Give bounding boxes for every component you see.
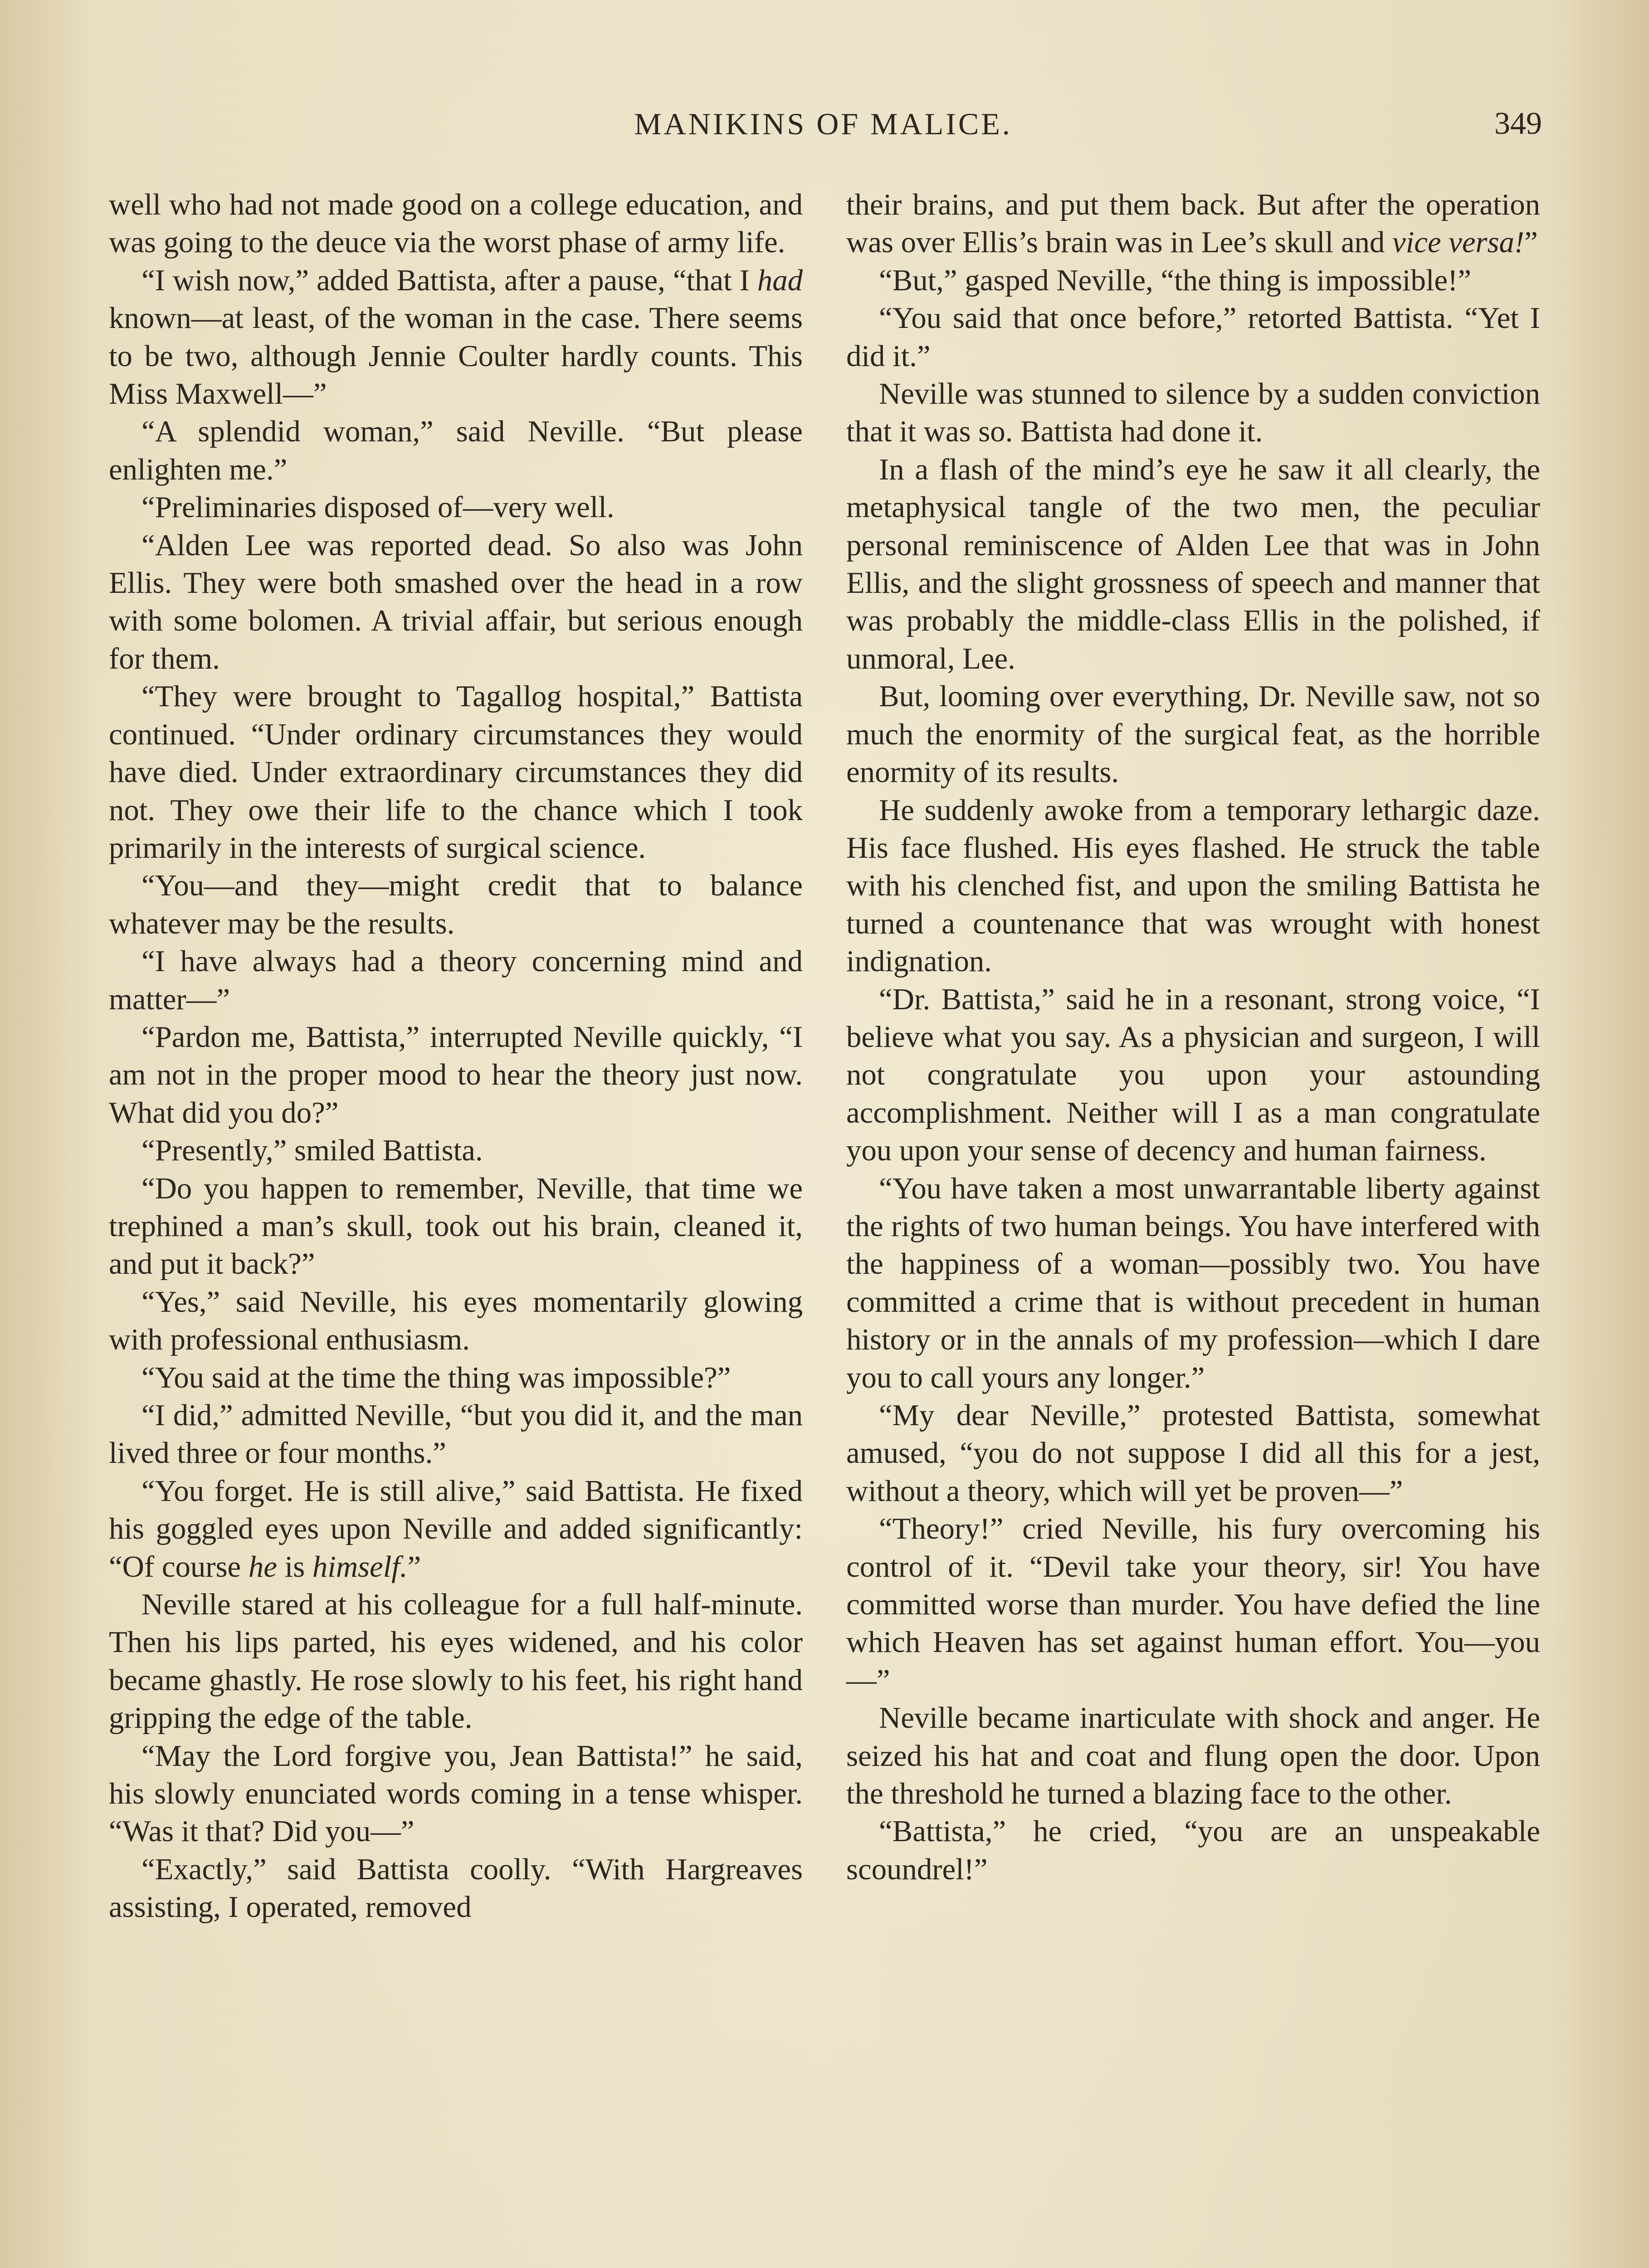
paragraph (846, 262, 1540, 299)
paragraph (846, 678, 1540, 791)
paragraph (109, 1132, 803, 1169)
paragraph (846, 375, 1540, 451)
paragraph (846, 792, 1540, 981)
text-run: “They were brought to Tagallog hospital,” Battista continued. “Under ordinary circumstances they would have died. Under extraordinary circumstances they did not. They owe their life to the chance which I took primarily in the interests of surgical science. (109, 679, 803, 865)
text-run: “Do you happen to remember, Neville, that time we trephined a man’s skull, took out his brain, cleaned it, and put it back?” (109, 1171, 803, 1281)
paragraph (109, 1397, 803, 1472)
paragraph (846, 1397, 1540, 1510)
text-run: “Yes,” said Neville, his eyes momentarily glowing with professional enthusiasm. (109, 1285, 803, 1357)
text-run: “Preliminaries disposed of—very well. (141, 490, 615, 524)
text-run: In a flash of the mind’s eye he saw it all clearly, the metaphysical tangle of the two men, the peculiar personal reminiscence of Alden Lee that was in John Ellis, and the slight grossness of speech and manner that was probably the middle-class Ellis in the polished, if unmoral, Lee. (846, 452, 1540, 675)
text-run: known—at least, of the woman in the case. There seems to be two, although Jennie Coulter hardly counts. This Miss Maxwell—” (109, 301, 803, 411)
text-run: “Exactly,” said Battista coolly. “With Hargreaves assisting, I operated, removed (109, 1852, 803, 1924)
paragraph (846, 451, 1540, 678)
text-run: is (277, 1549, 312, 1584)
paragraph (109, 186, 803, 262)
text-run: “You said that once before,” retorted Battista. “Yet I did it.” (846, 301, 1540, 373)
text-run: “A splendid woman,” said Neville. “But please enlighten me.” (109, 415, 803, 486)
text-run: “My dear Neville,” protested Battista, somewhat amused, “you do not suppose I did all this for a jest, without a theory, which will yet be proven—” (846, 1398, 1540, 1508)
text-run: “I did,” admitted Neville, “but you did it, and the man lived three or four months.” (109, 1398, 803, 1470)
text-run: But, looming over everything, Dr. Neville saw, not so much the enormity of the surgical feat, as the horrible enormity of its results. (846, 679, 1540, 789)
paragraph (846, 1813, 1540, 1888)
text-run: “Dr. Battista,” said he in a resonant, strong voice, “I believe what you say. As a physician and surgeon, I will not congratulate you upon your astounding accomplishment. Neither will I as a man congratulate you upon your sense of decency and human fairness. (846, 982, 1540, 1168)
paragraph (109, 1737, 803, 1851)
left-text-column (109, 186, 803, 1926)
text-run: “I wish now,” added Battista, after a pause, “that I (141, 263, 757, 297)
italic-text: himself. (312, 1549, 408, 1584)
italic-text: he (248, 1549, 277, 1584)
right-text-column (846, 186, 1540, 1888)
text-run: their brains, and put them back. But after the operation was over Ellis’s brain was in Lee’s skull and (846, 188, 1540, 259)
text-run: He suddenly awoke from a temporary lethargic daze. His face flushed. His eyes flashed. He struck the table with his clenched fist, and upon the smiling Battista he turned a countenance that was wrought with honest indignation. (846, 793, 1540, 978)
paragraph (109, 1851, 803, 1926)
text-run: “Alden Lee was reported dead. So also was John Ellis. They were both smashed over the head in a row with some bolomen. A trivial affair, but serious enough for them. (109, 528, 803, 675)
paragraph (846, 1699, 1540, 1813)
text-run: Neville stared at his colleague for a full half-minute. Then his lips parted, his eyes widened, and his color became ghastly. He rose slowly to his feet, his right hand gripping the edge of the table. (109, 1588, 803, 1735)
page-header (104, 103, 1542, 144)
paragraph (109, 867, 803, 943)
text-run: “You have taken a most unwarrantable liberty against the rights of two human beings. You have interfered with the happiness of a woman—possibly two. You have committed a crime that is without precedent in human history or in the annals of my profession—which I dare you to call yours any longer.” (846, 1171, 1540, 1394)
paragraph (109, 1018, 803, 1132)
paragraph (846, 1170, 1540, 1397)
paragraph (109, 1283, 803, 1359)
text-run: “Battista,” he cried, “you are an unspeakable scoundrel!” (846, 1814, 1540, 1886)
text-run: “You said at the time the thing was impossible?” (141, 1360, 731, 1394)
text-run: “You forget. He is still alive,” said Battista. He fixed his goggled eyes upon Neville and added significantly: “Of course (109, 1474, 803, 1584)
paragraph (109, 1586, 803, 1737)
text-run: Neville became inarticulate with shock and anger. He seized his hat and coat and flung open the door. Upon the threshold he turned a blazing face to the other. (846, 1701, 1540, 1811)
paragraph (109, 413, 803, 489)
italic-text: had (757, 263, 803, 297)
paragraph (846, 186, 1540, 262)
text-run: ” (1524, 225, 1538, 259)
text-run: ” (407, 1549, 421, 1584)
running-title: MANIKINS OF MALICE. (634, 107, 1012, 141)
text-run: Neville was stunned to silence by a sudden conviction that it was so. Battista had done it. (846, 377, 1540, 449)
paragraph (109, 943, 803, 1018)
paragraph (109, 1170, 803, 1283)
paragraph (109, 678, 803, 867)
text-run: “You—and they—might credit that to balance whatever may be the results. (109, 869, 803, 940)
paragraph (109, 262, 803, 413)
text-run: “I have always had a theory concerning mind and matter—” (109, 944, 803, 1016)
paragraph (109, 527, 803, 678)
text-run: well who had not made good on a college education, and was going to the deuce via the worst phase of army life. (109, 188, 803, 259)
text-run: “May the Lord forgive you, Jean Battista!” he said, his slowly enunciated words coming in a tense whisper. “Was it that? Did you—” (109, 1739, 803, 1848)
italic-text: vice versa! (1392, 225, 1525, 259)
text-run: “Pardon me, Battista,” interrupted Neville quickly, “I am not in the proper mood to hear the theory just now. What did you do?” (109, 1020, 803, 1129)
paragraph (109, 489, 803, 526)
text-run: “Theory!” cried Neville, his fury overcoming his control of it. “Devil take your theory, sir! You have committed worse than murder. You have defied the line which Heaven has set against human effort. You—you—” (846, 1512, 1540, 1697)
paragraph (109, 1472, 803, 1586)
page-number: 349 (1494, 106, 1542, 141)
paragraph (846, 299, 1540, 375)
paragraph (846, 1510, 1540, 1699)
text-run: “Presently,” smiled Battista. (141, 1134, 483, 1168)
paragraph (109, 1359, 803, 1397)
text-run: “But,” gasped Neville, “the thing is impossible!” (879, 263, 1471, 297)
paragraph (846, 981, 1540, 1170)
